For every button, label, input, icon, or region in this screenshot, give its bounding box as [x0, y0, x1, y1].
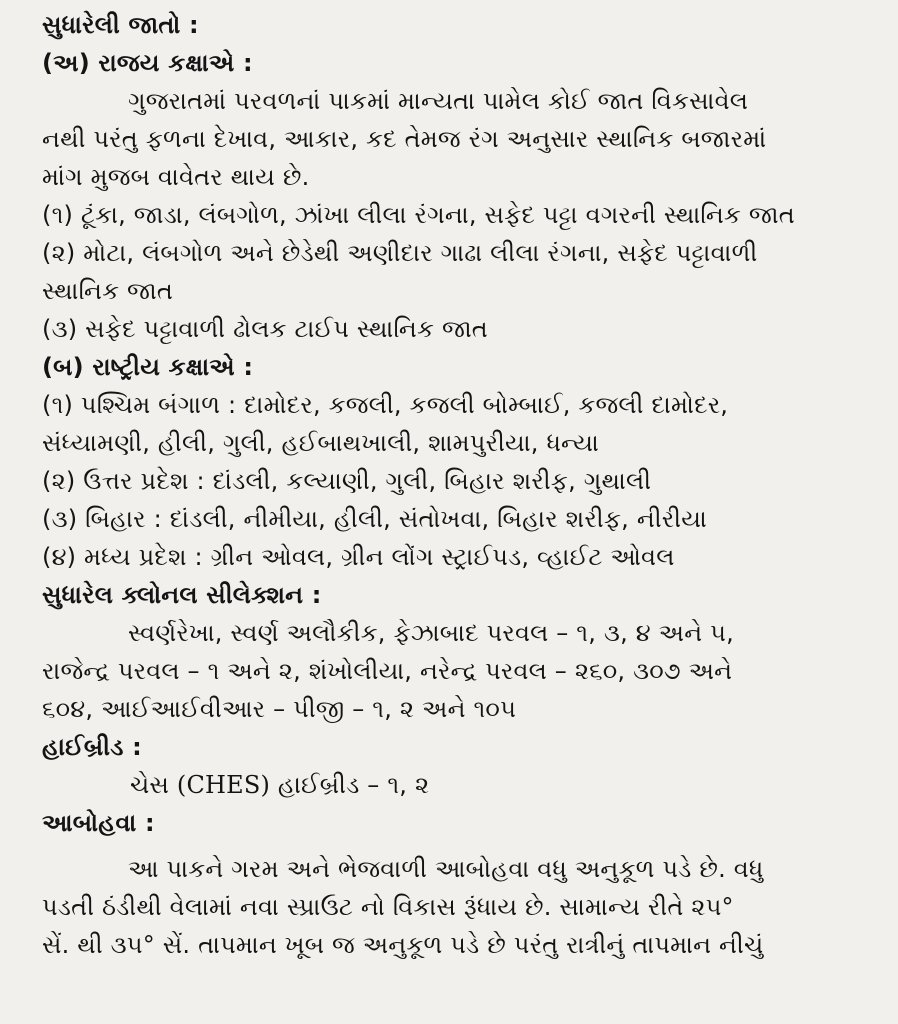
heading-clonal-selection: સુધારેલ ક્લોનલ સીલેક્શન :	[42, 581, 322, 609]
spacer	[42, 842, 858, 850]
hybrid-prefix: ચેસ	[130, 771, 177, 799]
list-item: સ્થાનિક જાત	[42, 277, 174, 305]
heading-hybrid: હાઈબ્રીડ :	[42, 733, 142, 761]
paragraph-line: પડતી ઠંડીથી વેલામાં નવા સ્પ્રાઉટ નો વિકાસ રૂંધાય છે. સામાન્ય રીતે ૨૫°	[42, 893, 734, 921]
list-item: (૪) મધ્ય પ્રદેશ : ગ્રીન ઓવલ, ગ્રીન લોંગ સ્ટ્રાઈપડ, વ્હાઈટ ઓવલ	[42, 543, 675, 571]
paragraph-line: સ્વર્ણરેખા, સ્વર્ણ અલૌકીક, ફેઝાબાદ પરવલ – ૧, ૩, ૪ અને ૫,	[128, 619, 734, 647]
heading-climate: આબોહવા :	[42, 809, 155, 837]
list-item: સંધ્યામણી, હીલી, ગુલી, હઈબાથખાલી, શામપુરીયા, ધન્યા	[42, 429, 600, 457]
list-item: (૧) ટૂંકા, જાડા, લંબગોળ, ઝાંખા લીલા રંગના, સફેદ પટ્ટા વગરની સ્થાનિક જાત	[42, 201, 795, 229]
hybrid-suffix: હાઈબ્રીડ – ૧, ૨	[270, 771, 430, 799]
paragraph-line: સેં. થી ૩૫° સેં. તાપમાન ખૂબ જ અનુકૂળ પડે છે પરંતુ રાત્રીનું તાપમાન નીચું	[42, 931, 764, 959]
hybrid-code: (CHES)	[176, 771, 271, 799]
list-item: (૩) બિહાર : દાંડલી, નીમીયા, હીલી, સંતોખવા, બિહાર શરીફ, નીરીયા	[42, 505, 707, 533]
paragraph-line: માંગ મુજબ વાવેતર થાય છે.	[42, 163, 310, 191]
paragraph-line: નથી પરંતુ ફળના દેખાવ, આકાર, કદ તેમજ રંગ અનુસાર સ્થાનિક બજારમાં	[42, 125, 767, 153]
list-item: (૧) પશ્ચિમ બંગાળ : દામોદર, કજલી, કજલી બોમ્બાઈ, કજલી દામોદર,	[42, 391, 729, 419]
heading-improved-varieties: સુધારેલી જાતો :	[42, 11, 199, 39]
heading-national-level: (બ) રાષ્ટ્રીય કક્ષાએ :	[42, 353, 254, 381]
paragraph-line: રાજેન્દ્ર પરવલ – ૧ અને ૨, શંખોલીયા, નરેન્દ્ર પરવલ – ૨૬૦, ૩૦૭ અને	[42, 657, 733, 685]
list-item: (૩) સફેદ પટ્ટાવાળી ઢોલક ટાઈપ સ્થાનિક જાત	[42, 315, 488, 343]
paragraph-line: ૬૦૪, આઈઆઈવીઆર – પીજી – ૧, ૨ અને ૧૦૫	[42, 695, 517, 723]
hybrid-line	[42, 766, 858, 804]
list-item: (૨) મોટા, લંબગોળ અને છેડેથી અણીદાર ગાઢા લીલા રંગના, સફેદ પટ્ટાવાળી	[42, 239, 758, 267]
paragraph-line: ગુજરાતમાં પરવળનાં પાકમાં માન્યતા પામેલ કોઈ જાત વિકસાવેલ	[128, 87, 749, 115]
paragraph-line: આ પાકને ગરમ અને ભેજવાળી આબોહવા વધુ અનુકૂળ પડે છે. વધુ	[128, 855, 764, 883]
heading-state-level: (અ) રાજય કક્ષાએ :	[42, 49, 253, 77]
list-item: (૨) ઉત્તર પ્રદેશ : દાંડલી, કલ્યાણી, ગુલી, બિહાર શરીફ, ગુથાલી	[42, 467, 652, 495]
